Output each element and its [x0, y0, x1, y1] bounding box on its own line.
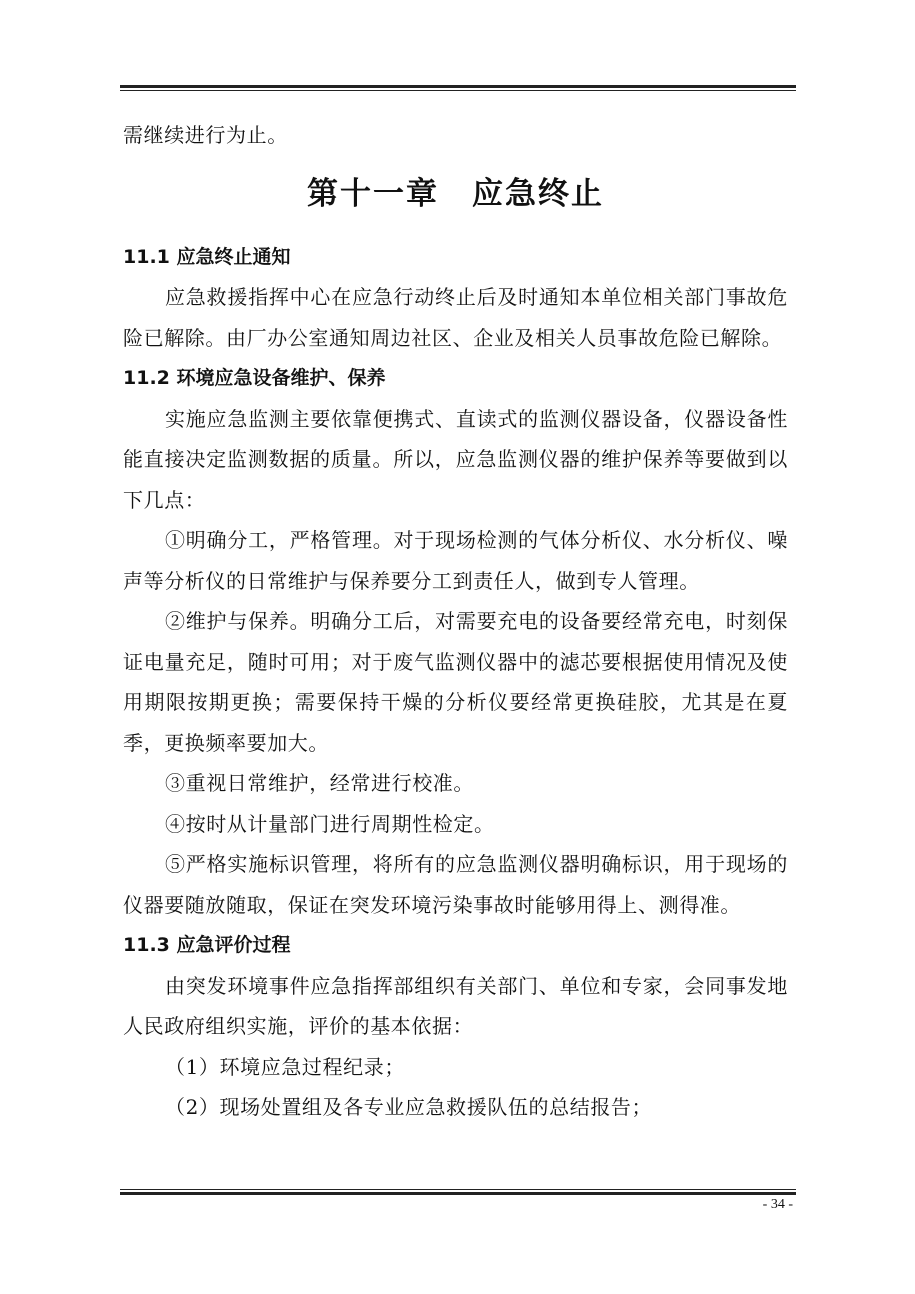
- header-rule-thick: [120, 85, 796, 88]
- footer-rule-thick: [120, 1192, 796, 1195]
- list-item: ②维护与保养。明确分工后，对需要充电的设备要经常充电，时刻保证电量充足，随时可用；对于废气监测仪器中的滤芯要根据使用情况及使用期限按期更换；需要保持干燥的分析仪要经常更换硅胶，尤其是在夏季，更换频率要加大。: [123, 609, 788, 755]
- section-heading-11-3: 11.3 应急评价过程: [123, 934, 291, 956]
- page-body: [123, 115, 788, 1128]
- continued-paragraph: 需继续进行为止。: [123, 123, 288, 147]
- chapter-title: 第十一章 应急终止: [307, 175, 604, 212]
- list-item: ③重视日常维护，经常进行校准。: [165, 771, 474, 795]
- header-rule-thin: [120, 90, 796, 91]
- paragraph: 由突发环境事件应急指挥部组织有关部门、单位和专家，会同事发地人民政府组织实施，评价的基本依据：: [123, 973, 788, 1038]
- list-item: （1）环境应急过程纪录；: [165, 1054, 405, 1079]
- paragraph: 实施应急监测主要依靠便携式、直读式的监测仪器设备，仪器设备性能直接决定监测数据的质量。所以，应急监测仪器的维护保养等要做到以下几点：: [123, 406, 788, 512]
- footer-rule-thin: [120, 1189, 796, 1190]
- section-heading-11-2: 11.2 环境应急设备维护、保养: [123, 367, 386, 389]
- list-item: ⑤严格实施标识管理，将所有的应急监测仪器明确标识，用于现场的仪器要随放随取，保证在突发环境污染事故时能够用得上、测得准。: [123, 852, 788, 917]
- list-item: ①明确分工，严格管理。对于现场检测的气体分析仪、水分析仪、噪声等分析仪的日常维护与保养要分工到责任人，做到专人管理。: [123, 528, 788, 593]
- paragraph: 应急救援指挥中心在应急行动终止后及时通知本单位相关部门事故危险已解除。由厂办公室通知周边社区、企业及相关人员事故危险已解除。: [123, 285, 788, 350]
- list-item: ④按时从计量部门进行周期性检定。: [165, 811, 495, 836]
- list-item: （2）现场处置组及各专业应急救援队伍的总结报告；: [165, 1095, 653, 1119]
- section-heading-11-1: 11.1 应急终止通知: [123, 245, 291, 268]
- page-number: - 34 -: [762, 1197, 793, 1212]
